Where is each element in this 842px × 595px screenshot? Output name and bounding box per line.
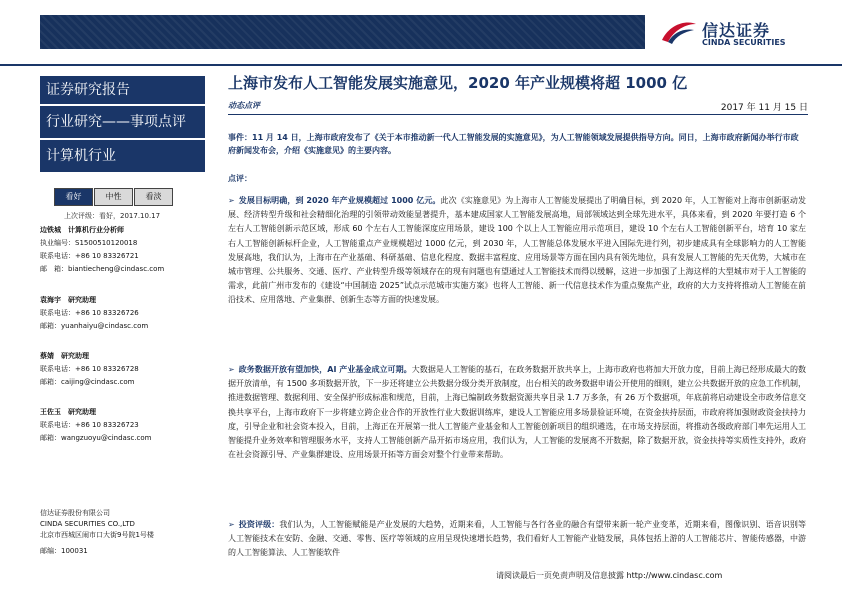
report-type: 证券研究报告 [40, 76, 205, 104]
comment-label: 点评： [228, 174, 252, 183]
point-text: 我们认为，人工智能赋能是产业发展的大趋势，近期来看，人工智能与各行各业的融合有望带来新一轮产业变革，近期来看，图像识别、语音识别等人工智能技术在安防、金融、交通、零售、医疗等领域的应用呈现快速增长趋势，我们看好人工智能产业链发展，具体包括上游的人工智能芯片、智能传感器，中游的人工智能算法、人工智能软件 [228, 520, 806, 558]
company-name-en: CINDA SECURITIES CO.,LTD [40, 520, 135, 528]
analyst-info[interactable]: 邮 箱：biantiecheng@cindasc.com [40, 265, 165, 273]
company-zip: 邮编：100031 [40, 547, 88, 555]
logo-text-en: CINDA SECURITIES [702, 38, 786, 47]
header-banner [40, 15, 645, 49]
rating-negative: 看淡 [134, 188, 173, 206]
research-type: 行业研究——事项点评 [40, 106, 205, 138]
cinda-swoosh-icon [660, 18, 698, 46]
rating-positive: 看好 [54, 188, 93, 206]
point-lead: 发展目标明确，到 2020 年产业规模超过 1000 亿元。 [238, 196, 441, 205]
rating-neutral: 中性 [94, 188, 133, 206]
subtitle-row [228, 100, 808, 115]
analyst-info: 联系电话：+86 10 83326728 [40, 365, 139, 373]
company-logo [660, 18, 800, 48]
bullet-arrow-icon: ➢ [228, 196, 235, 205]
company-name: 信达证券股份有限公司 [40, 509, 110, 517]
bullet-arrow-icon: ➢ [228, 365, 235, 374]
page-title: 上海市发布人工智能发展实施意见，2020 年产业规模将超 1000 亿 [228, 74, 688, 92]
industry-name: 计算机行业 [40, 140, 205, 172]
point-text: 大数据是人工智能的基石，在政务数据开放共享上，上海市政府也将加大开放力度，目前上海已经形成最大的数据开放清单，有 1500 多项数据开放，下一步还将建立公共数据分级分类开放制度，出台相关的政务数据申请公开使用的细则，建立公共数据开放的应急工作机制，推进数据管理、数据利用、安全保护形成标准和规范，目前，上海已编制政务数据资源共享目录 1.7 万多条，有 26 万个数据项，年底前将启动建设全市政务信息交换共享平台，上海市政府下一步将建立跨企业合作的开放性行业大数据训练库，建设人工智能应用多场景验证环境，在资金扶持层面，市政府将加强财政资金扶持力度，引导企业和社会资本投入，目前，上海正在开展第一批人工智能产业基金和人工智能创新项目的组织遴选，在市场支持层面，将推动各级政府部门率先运用人工智能提升业务效率和管理服务水平，支持人工智能创新产品开拓市场应用，我们认为，人工智能的发展离不开数据，除了数据开放，资金扶持等实质性支持外，政府在社会资源引导、产业集群建设、应用场景开拓等方面会对整个行业带来帮助。 [228, 365, 807, 460]
report-date: 2017 年 11 月 15 日 [720, 103, 808, 113]
analyst-name: 边铁城 计算机行业分析师 [40, 226, 124, 234]
bullet-arrow-icon: ➢ [228, 520, 235, 529]
point-lead: 政务数据开放有望加快，AI 产业基金成立可期。 [238, 365, 412, 374]
point-paragraph [228, 363, 806, 462]
rating-scale [54, 188, 174, 206]
analyst-info: 联系电话：+86 10 83326723 [40, 421, 139, 429]
analyst-name: 王佐玉 研究助理 [40, 408, 96, 416]
analyst-info[interactable]: 邮箱：wangzuoyu@cindasc.com [40, 434, 152, 442]
header-rule [0, 64, 842, 66]
point-paragraph [228, 194, 806, 308]
company-address: 北京市西城区闹市口大街9号院1号楼 [40, 531, 154, 539]
disclaimer-footer: 请阅读最后一页免责声明及信息披露 http://www.cindasc.com [496, 571, 723, 580]
analyst-info: 联系电话：+86 10 83326721 [40, 252, 139, 260]
logo-text-cn: 信达证券 [702, 21, 771, 40]
report-tag: 动态点评 [228, 101, 260, 110]
analyst-info: 执业编号：S1500510120018 [40, 239, 138, 247]
last-rating: 上次评级：看好，2017.10.17 [64, 212, 161, 220]
point-text: 此次《实施意见》为上海市人工智能发展提出了明确目标，到 2020 年，人工智能对上海市创新驱动发展、经济转型升级和社会精细化治理的引领带动效能显著提升，基本建成国家人工智能发展高地，局部领域达到全球先进水平，具体来看，到 2020 年要打造 6 个左右人工智能创新示范区域，形成 60 个左右人工智能深度应用场景，建设 100 个以上人工智能应用示范项目，建设 10 个左右人工智能创新平台，培育 10 家左右人工智能创新标杆企业，人工智能重点产业规模超过 1000 亿元，到 2030 年，人工智能总体发展水平进入国际先进行列，初步建成具有全球影响力的人工智能发展高地，我们认为，上海市在产业基础、科研基础、信息化程度、数据丰富程度、应用场景等方面在国内具有领先地位，具有发展人工智能的先天优势，大城市在城市管理、公共服务、交通、医疗、产业转型升级等领域存在的现有问题也有望通过人工智能技术而得以缓解，这进一步加强了上海这样的大型城市对于人工智能的需求，此前广州市发布的《建设“中国制造 2025”试点示范城市实施方案》也将人工智能、新一代信息技术作为重点聚焦产业，政府的大力支持将推动人工智能在前沿技术、应用落地、产业集群、创新生态等方面的快速发展。 [228, 196, 806, 305]
analyst-info: 联系电话：+86 10 83326726 [40, 309, 139, 317]
analyst-name: 袁海宇 研究助理 [40, 296, 96, 304]
point-paragraph [228, 518, 806, 561]
analyst-info[interactable]: 邮箱：caijing@cindasc.com [40, 378, 135, 386]
analyst-info[interactable]: 邮箱：yuanhaiyu@cindasc.com [40, 322, 149, 330]
analyst-name: 蔡婧 研究助理 [40, 352, 89, 360]
event-summary: 事件：11 月 14 日，上海市政府发布了《关于本市推动新一代人工智能发展的实施意见》，为人工智能领域发展提供指导方向。同日，上海市政府新闻办举行市政府新闻发布会，介绍《实施意见》的主要内容。 [228, 133, 799, 155]
point-lead: 投资评级： [238, 520, 280, 529]
